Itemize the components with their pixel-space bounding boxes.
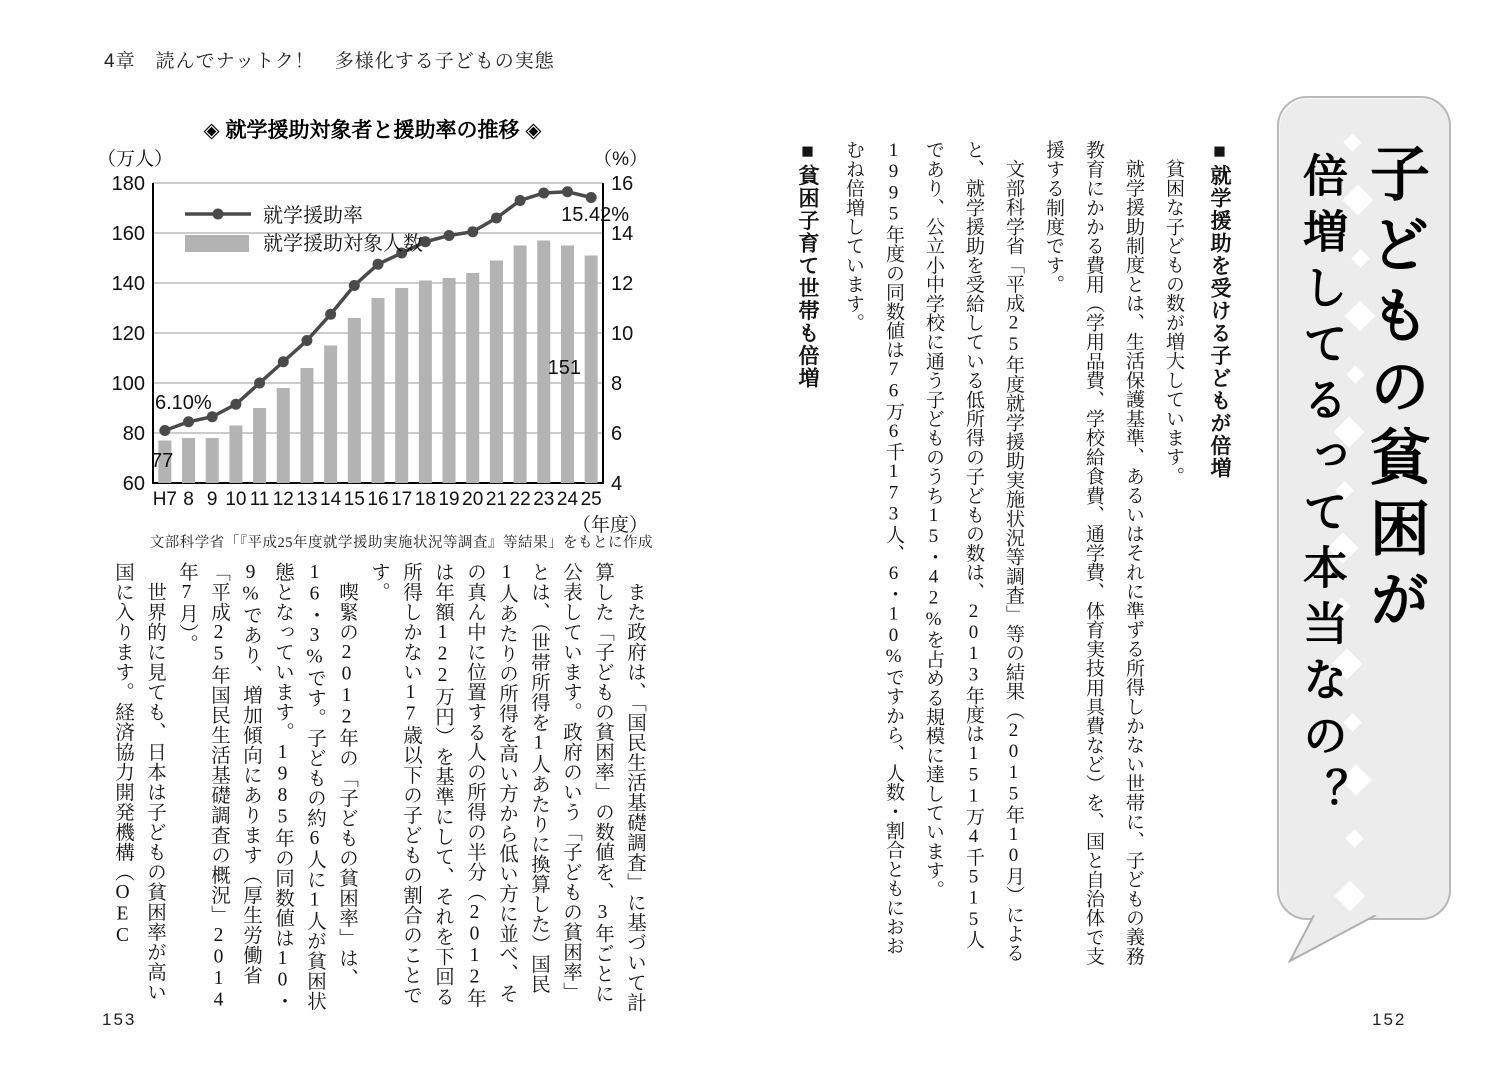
rate-point	[373, 259, 384, 270]
rate-point	[491, 213, 502, 224]
chapter-header: 4章 読んでナットク！ 多様化する子どもの実態	[104, 51, 555, 72]
page-number-152: 152	[1372, 1010, 1407, 1029]
x-tick-label: H7	[152, 489, 177, 510]
rate-point	[254, 378, 265, 389]
x-tick-label: 14	[320, 489, 342, 510]
rate-point	[230, 399, 241, 410]
rate-point	[278, 356, 289, 367]
right-tick-label: 6	[611, 423, 623, 445]
bar	[229, 426, 242, 484]
rate-point	[349, 280, 360, 291]
chapter-title-main: 子どもの貧困が	[1362, 142, 1429, 639]
right-tick-label: 14	[611, 223, 634, 245]
x-axis-unit: （年度）	[571, 515, 648, 536]
left-tick-label: 180	[111, 173, 145, 195]
x-tick-label: 22	[509, 489, 531, 510]
bar	[300, 368, 313, 483]
right-tick-label: 10	[611, 323, 634, 345]
left-tick-label: 80	[122, 423, 145, 445]
x-tick-label: 11	[249, 489, 270, 510]
x-tick-label: 21	[485, 489, 507, 510]
body-paragraph: 文部科学省「平成25年度就学援助実施状況等調査」等の結果（2015年10月）によると、就学援助を受給している低所得の子どもの数は、2013年度は151万4千515人であり、公立小中学校に通う子どものうち15・42%を占める規模に達しています。1995年度の同数値は76万6千173人、6・10%ですから、人数・割合ともにおおむね倍増しています。	[843, 140, 1024, 963]
right-page-body	[781, 140, 1245, 968]
right-tick-label: 12	[611, 273, 634, 295]
left-tick-label: 120	[111, 323, 145, 345]
rate-point	[538, 188, 549, 199]
left-tick-label: 60	[122, 473, 145, 495]
x-tick-label: 20	[462, 489, 484, 510]
annotation-first-count: 77	[151, 450, 174, 472]
bar	[324, 346, 337, 484]
x-tick-label: 23	[533, 489, 555, 510]
bar	[466, 273, 479, 483]
annotation-last-count: 151	[547, 357, 581, 379]
rate-point	[562, 186, 573, 197]
x-tick-label: 19	[438, 489, 460, 510]
x-tick-label: 24	[556, 489, 579, 510]
bar	[348, 318, 361, 483]
bar	[585, 256, 598, 484]
legend-line-marker	[213, 209, 224, 220]
bar	[372, 298, 385, 483]
bar	[490, 261, 503, 484]
annotation-first-rate: 6.10%	[155, 392, 212, 414]
annotation-last-rate: 15.42%	[561, 204, 629, 226]
legend-label-count: 就学援助対象人数	[263, 233, 423, 255]
bar	[395, 288, 408, 483]
bar	[277, 388, 290, 483]
rate-point	[586, 192, 597, 203]
bar	[182, 438, 195, 483]
body-paragraph: 就学援助制度とは、生活保護基準、あるいはそれに準ずる所得しかない世帯に、子どもの義務教育にかかる費用（学用品費、学校給食費、通学費、体育実技用具費など）を、国と自治体で支援する制度です。	[1043, 140, 1144, 966]
rate-point	[467, 226, 478, 237]
body-paragraph: また政府は、「国民生活基礎調査」に基づいて計算した「子どもの貧困率」の数値を、3年ごとに公表しています。政府のいう「子どもの貧困率」とは、（世帯所得を1人あたりに換算した）国民1人あたりの所得を高い方から低い方に並べ、その真ん中に位置する人の所得の半分（2012年は年額122万円）を基準にして、それを下回る所得しかない17歳以下の子どもの割合のことです。	[368, 562, 645, 1012]
right-tick-label: 8	[611, 373, 623, 395]
left-tick-label: 140	[111, 273, 145, 295]
left-axis-unit: （万人）	[97, 149, 174, 170]
bar	[253, 408, 266, 483]
left-tick-label: 100	[111, 373, 145, 395]
chart-source: 文部科学省「『平成25年度就学援助実施状況等調査』等結果」をもとに作成	[149, 535, 653, 551]
rate-point	[183, 416, 194, 427]
x-tick-label: 12	[272, 489, 294, 510]
x-tick-label: 25	[580, 489, 602, 510]
x-tick-label: 17	[391, 489, 413, 510]
section-heading-2: ■貧困子育て世帯も倍増	[796, 140, 819, 390]
body-paragraph: 貧困な子どもの数が増大しています。	[1163, 159, 1184, 486]
school-assistance-chart	[95, 143, 650, 588]
diamond-icon	[1345, 829, 1363, 847]
rate-point	[515, 195, 526, 206]
rate-point	[444, 230, 455, 241]
rate-point	[301, 335, 312, 346]
x-tick-label: 10	[225, 489, 247, 510]
title-bubble	[1277, 96, 1451, 920]
x-tick-label: 18	[414, 489, 436, 510]
x-tick-label: 15	[343, 489, 365, 510]
bar	[419, 281, 432, 484]
bar	[514, 246, 527, 484]
legend-label-rate: 就学援助率	[263, 205, 363, 227]
bar	[443, 278, 456, 483]
rate-point	[159, 425, 170, 436]
body-paragraph: 世界的に見ても、日本は子どもの貧困率が高い国に入ります。経済協力開発機構（OEC	[112, 562, 165, 1002]
page-number-153: 153	[102, 1010, 137, 1029]
section-heading-1: ■就学援助を受ける子どもが倍増	[1208, 140, 1231, 480]
chart-title: ◈ 就学援助対象者と援助率の推移 ◈	[203, 119, 542, 142]
x-tick-label: 9	[206, 489, 218, 510]
x-tick-label: 16	[367, 489, 389, 510]
right-axis-unit: （%）	[593, 149, 648, 170]
legend-bar-sample	[185, 235, 249, 252]
bubble-tail-icon	[1288, 915, 1388, 967]
rate-point	[325, 309, 336, 320]
left-page-body	[106, 562, 650, 1014]
bar	[206, 438, 219, 483]
body-paragraph: 喫緊の2012年の「子どもの貧困率」は、16・3%です。子どもの約6人に1人が貧困状態となっています。1985年の同数値は10・9%であり、増加傾向にあります（厚生労働省「平成25年国民生活基礎調査の概況」2014年7月）。	[176, 562, 357, 1011]
diamond-icon	[1334, 880, 1365, 911]
x-tick-label: 13	[296, 489, 318, 510]
left-tick-label: 160	[111, 223, 145, 245]
right-tick-label: 16	[611, 173, 634, 195]
x-tick-label: 8	[183, 489, 194, 510]
right-tick-label: 4	[611, 473, 623, 495]
chapter-title-sub: 倍増してるって本当なの？	[1296, 152, 1347, 824]
